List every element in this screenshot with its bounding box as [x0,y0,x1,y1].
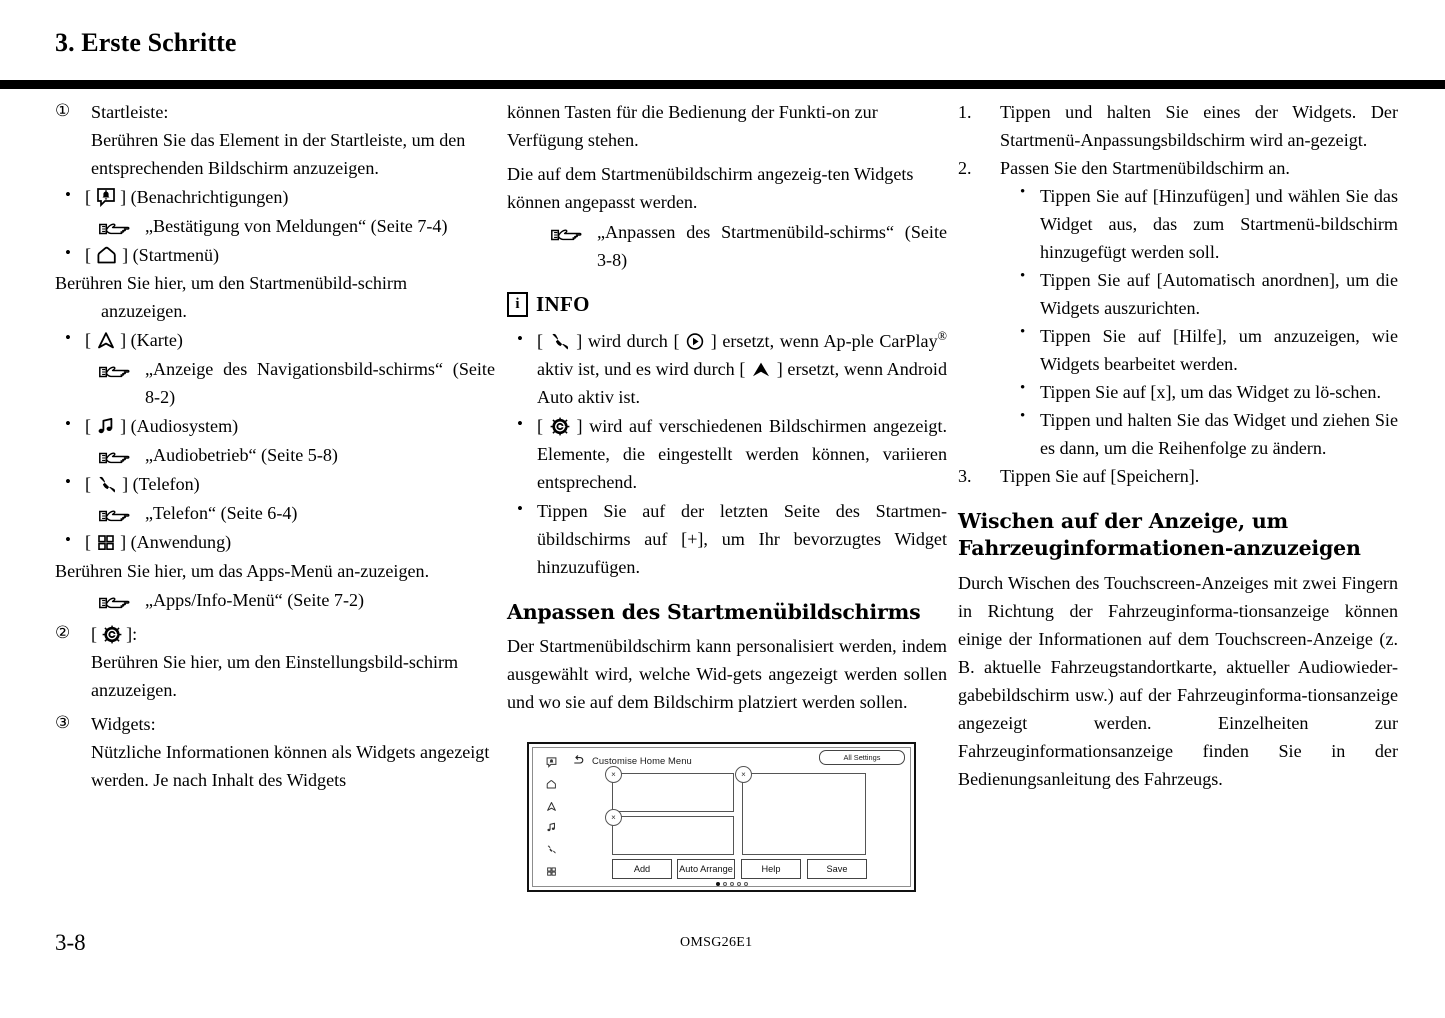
widget-slot-1[interactable] [612,773,734,812]
step-1-text: Tippen und halten Sie eines der Widgets. Der Startmenü-Anpassungsbildschirm wird an-gezeigt. [1000,102,1398,151]
ref-notifications [55,212,495,240]
ref-apps-text: „Apps/Info-Menü“ (Seite 7-2) [145,589,365,610]
step-3-text: Tippen Sie auf [Speichern]. [1000,466,1200,487]
bullet-map-label: ] (Karte) [120,330,183,351]
bullet-phone-label: ] (Telefon) [122,474,200,495]
map-arrow-icon [96,331,116,350]
page-dot[interactable] [737,882,741,886]
bullet-home-label: ] (Startmenü) [122,245,220,266]
list-item-widgets [55,710,495,794]
list-item-settings [55,620,495,704]
settings-bracket-close: ]: [126,623,138,644]
help-button[interactable]: Help [741,859,801,879]
step-3-number: 3. [958,466,972,487]
ref-phone [55,499,495,527]
add-button[interactable]: Add [612,859,672,879]
info-bullet-settings: • [ ] wird auf verschiedenen Bildschirmen angezeigt. Elemente, die eingestellt werden können, variieren entsprechend. [507,412,947,496]
step-1 [958,98,1398,154]
widgets-title: Widgets: [91,713,156,734]
settings-body: Berühren Sie hier, um den Einstellungsbild-schirm anzuzeigen. [91,651,459,700]
list-marker-3: ③ [55,712,71,732]
body-home: Berühren Sie hier, um den Startmenübild-schirm anzuzeigen. [55,273,408,322]
page-footer [0,925,1445,985]
bullet-phone: • [ ] (Telefon) [55,470,495,498]
page-dot[interactable] [716,882,720,886]
step-2 [958,154,1398,462]
bullet-home: • [ ] (Startmenü) [55,241,495,269]
info-bullet-carplay: • [ ] wird durch [ ] ersetzt, wenn Ap-ple CarPlay® aktiv ist, und es wird durch [ ] ersetzt, wenn Android Auto aktiv ist. [507,327,947,411]
bullet-map: • [ ] (Karte) [55,326,495,354]
notification-icon[interactable] [546,757,557,768]
map-arrow-icon[interactable] [546,801,557,812]
col2-continuation: können Tasten für die Bedienung der Funkti-on zur Verfügung stehen. [507,102,878,151]
ref-audio [55,441,495,469]
document-code: OMSG26E1 [680,935,753,950]
info-icon: i [507,292,528,317]
page-header [0,0,1445,90]
step-1-number: 1. [958,102,972,122]
widget-slot-2[interactable] [612,816,734,855]
step-3 [958,462,1398,490]
illustration-title: Customise Home Menu [592,754,692,766]
page-dot[interactable] [723,882,727,886]
pointing-hand-icon [99,361,131,389]
settings-bracket-open: [ [91,623,98,644]
settings-gear-icon [550,417,570,436]
section-body-wischen: Durch Wischen des Touchscreen-Anzeiges mit zwei Fingern in Richtung der Fahrzeuginforma-tionsanzeige können einige der Informationen auf dem Touchscreen-Anzeige (z. B. aktuelle Fahrzeugstandortkarte, aktueller Audiowieder-gabebildschirm usw.) auf der Fahrzeuginforma-tionsanzeige angezeigt werden. Einzelheiten zur Fahrzeuginformationsanzeige finden Sie in der Bedienungsanleitung des Fahrzeugs. [958,572,1398,789]
step-2-bullet-1: • Tippen Sie auf [Hinzufügen] und wählen Sie das Widget aus, das zum Startmenü-bildschirm hinzugefügt werden soll. [1014,182,1398,266]
page-title: 3. Erste Schritte [55,28,237,57]
widgets-body: Nützliche Informationen können als Widgets angezeigt werden. Je nach Inhalt des Widgets [91,741,490,790]
illustration-sidebar [533,748,569,888]
ref-audio-text: „Audiobetrieb“ (Seite 5-8) [145,445,338,466]
ref-map [55,355,495,411]
col2-paragraph-widgets: Die auf dem Startmenübildschirm angezeig-ten Widgets können angepasst werden. [507,164,914,213]
info-heading [507,288,947,321]
body-apps: Berühren Sie hier, um das Apps-Menü an-zuzeigen. [55,560,430,581]
music-note-icon [96,417,116,436]
auto-arrange-button[interactable]: Auto Arrange [677,859,735,879]
android-auto-icon [750,360,772,379]
save-button[interactable]: Save [807,859,867,879]
phone-icon [549,332,571,351]
bullet-apps: • [ ] (Anwendung) [55,528,495,556]
page-dot[interactable] [730,882,734,886]
step-2-bullet-2: • Tippen Sie auf [Automatisch anordnen], um die Widgets auszurichten. [1014,266,1398,322]
list-marker-1: ① [55,101,71,120]
pointing-hand-icon [551,224,583,252]
back-arrow-icon[interactable] [573,754,585,766]
step-2-bullet-3: • Tippen Sie auf [Hilfe], um anzuzeigen, wie Widgets bearbeitet werden. [1014,322,1398,378]
list-item-startleiste [55,98,495,182]
home-icon [96,246,118,265]
bullet-audio: • [ ] (Audiosystem) [55,412,495,440]
phone-icon[interactable] [546,844,557,855]
music-note-icon[interactable] [546,822,557,833]
phone-icon [96,475,118,494]
step-2-text: Passen Sie den Startmenübildschirm an. [1000,158,1290,179]
customise-home-menu-illustration [527,742,916,892]
section-heading-wischen: Wischen auf der Anzeige, um Fahrzeuginformationen-anzuzeigen [958,509,1361,561]
step-2-number: 2. [958,158,972,179]
page-dot[interactable] [744,882,748,886]
column-3 [958,98,1398,793]
carplay-play-icon [685,332,705,351]
list-marker-2: ② [55,622,71,642]
ref-map-text: „Anzeige des Navigationsbild-schirms“ (Seite 8-2) [145,359,495,408]
step-2-bullet-5: • Tippen und halten Sie das Widget und ziehen Sie es dann, um die Reihenfolge zu ändern. [1014,406,1398,462]
page-number: 3-8 [55,930,86,955]
bullet-audio-label: ] (Audiosystem) [120,416,239,437]
ref-anpassen-text: „Anpassen des Startmenübild-schirms“ (Seite 3-8) [597,222,947,271]
ref-notifications-text: „Bestätigung von Meldungen“ (Seite 7-4) [145,216,448,237]
ref-phone-text: „Telefon“ (Seite 6-4) [145,503,298,524]
widget-remove-icon[interactable]: × [605,809,622,826]
page-indicator-dots[interactable] [716,882,748,886]
startleiste-title: Startleiste: [91,102,169,122]
info-label: INFO [536,292,590,317]
apps-grid-icon[interactable] [546,866,557,877]
apps-grid-icon [96,533,116,552]
pointing-hand-icon [99,592,131,620]
settings-gear-icon [102,625,122,644]
ref-apps [55,586,495,614]
bullet-notifications: • [ ] (Benachrichtigungen) [55,183,495,211]
section-body-anpassen: Der Startmenübildschirm kann personalisiert werden, indem ausgewählt wird, welche Wid-gets angezeigt werden sollen und wo sie auf dem Bildschirm platziert werden sollen. [507,636,947,713]
illustration-main-area [569,748,911,888]
section-heading-anpassen: Anpassen des Startmenübildschirms [507,600,921,625]
column-1 [55,98,495,794]
column-2 [507,98,947,716]
home-icon[interactable] [546,779,557,790]
widget-remove-icon[interactable]: × [735,766,752,783]
bullet-apps-label: ] (Anwendung) [120,532,232,553]
widget-remove-icon[interactable]: × [605,766,622,783]
step-2-bullet-4: • Tippen Sie auf [x], um das Widget zu lö-schen. [1014,378,1398,406]
bullet-notifications-label: ] (Benachrichtigungen) [120,187,289,208]
header-divider [0,80,1445,89]
info-bullet-plus: • Tippen Sie auf der letzten Seite des Startmen-übildschirms auf [+], um Ihr bevorzugtes Widget hinzuzufügen. [507,497,947,581]
widget-slot-3[interactable] [742,773,866,855]
ref-anpassen [507,218,947,274]
all-settings-button[interactable]: All Settings [819,750,905,765]
notification-icon [96,188,116,207]
startleiste-body: Berühren Sie das Element in der Startleiste, um den entsprechenden Bildschirm anzuzeigen. [91,130,466,179]
